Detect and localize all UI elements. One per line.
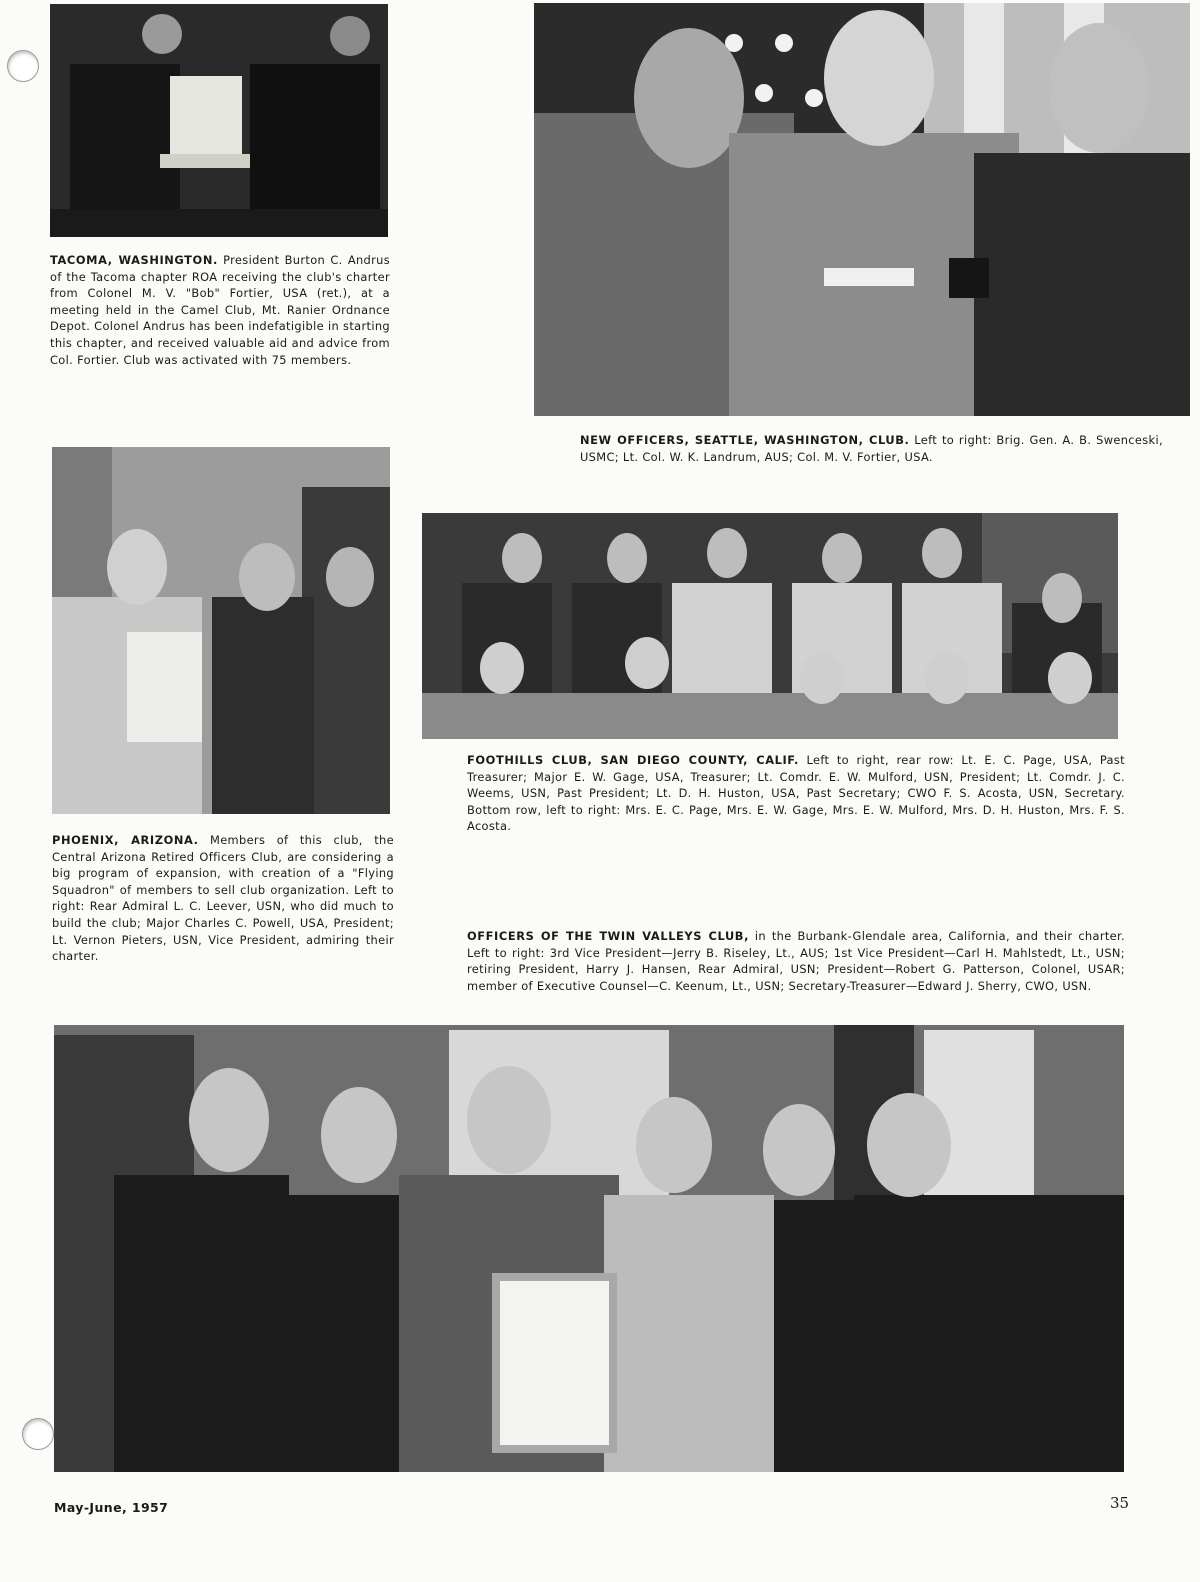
caption-foothills-head: FOOTHILLS CLUB, SAN DIEGO COUNTY, CALIF. — [467, 753, 799, 767]
caption-foothills — [467, 752, 1125, 835]
photo-seattle-officers — [534, 3, 1190, 416]
caption-twin-valleys-text: in the Burbank-Glendale area, California, and their charter. Left to right: 3rd Vice President—Jerry B. Riseley, Lt., AUS; 1st Vice President—Carl H. Mahlstedt, Lt., USN; retiring President, Harry J. Hansen, Rear Admiral, USN; President—Robert G. Patterson, Colonel, USAR; member of Executive Counsel—C. Keenum, Lt., USN; Secretary-Treasurer—Edward J. Sherry, CWO, USN. — [467, 929, 1125, 993]
footer-issue-date: May-June, 1957 — [54, 1500, 169, 1515]
caption-phoenix-text: Members of this club, the Central Arizona Retired Officers Club, are considering a big program of expansion, with creation of a "Flying Squadron" of members to sell club organization. Left to right: Rear Admiral L. C. Leever, USN, who did much to build the club; Major Charles C. Powell, USA, President; Lt. Vernon Pieters, USN, Vice President, admiring their charter. — [52, 833, 394, 964]
caption-phoenix — [52, 832, 394, 965]
photo-twin-valleys-officers — [54, 1025, 1124, 1472]
photo-phoenix-arizona — [52, 447, 390, 814]
footer-page-number: 35 — [1110, 1494, 1130, 1512]
caption-tacoma — [50, 252, 390, 368]
photo-foothills-club — [422, 513, 1118, 739]
caption-twin-valleys — [467, 928, 1125, 994]
photo-tacoma-charter — [50, 4, 388, 237]
binder-hole-top — [7, 50, 39, 82]
caption-twin-valleys-head: OFFICERS OF THE TWIN VALLEYS CLUB, — [467, 929, 750, 943]
caption-foothills-text: Left to right, rear row: Lt. E. C. Page, USA, Past Treasurer; Major E. W. Gage, USA, Treasurer; Lt. Comdr. E. W. Mulford, USN, President; Lt. Comdr. J. C. Weems, USN, Past President; Lt. D. H. Huston, USA, Past Secretary; CWO F. S. Acosta, USN, Secretary. Bottom row, left to right: Mrs. E. C. Page, Mrs. E. W. Gage, Mrs. E. W. Mulford, Mrs. D. H. Huston, Mrs. F. S. Acosta. — [467, 753, 1125, 834]
caption-seattle — [580, 432, 1163, 465]
caption-phoenix-head: PHOENIX, ARIZONA. — [52, 833, 199, 847]
caption-seattle-text: Left to right: Brig. Gen. A. B. Swenceski, USMC; Lt. Col. W. K. Landrum, AUS; Col. M. V. Fortier, USA. — [580, 433, 1163, 464]
caption-seattle-head: NEW OFFICERS, SEATTLE, WASHINGTON, CLUB. — [580, 433, 910, 447]
binder-hole-bottom — [22, 1418, 54, 1450]
caption-tacoma-head: TACOMA, WASHINGTON. — [50, 253, 218, 267]
caption-tacoma-text: President Burton C. Andrus of the Tacoma chapter ROA receiving the club's charter from Colonel M. V. "Bob" Fortier, USA (ret.), at a meeting held in the Camel Club, Mt. Ranier Ordnance Depot. Colonel Andrus has been indefatigible in starting this chapter, and received valuable aid and advice from Col. Fortier. Club was activated with 75 members. — [50, 253, 390, 367]
